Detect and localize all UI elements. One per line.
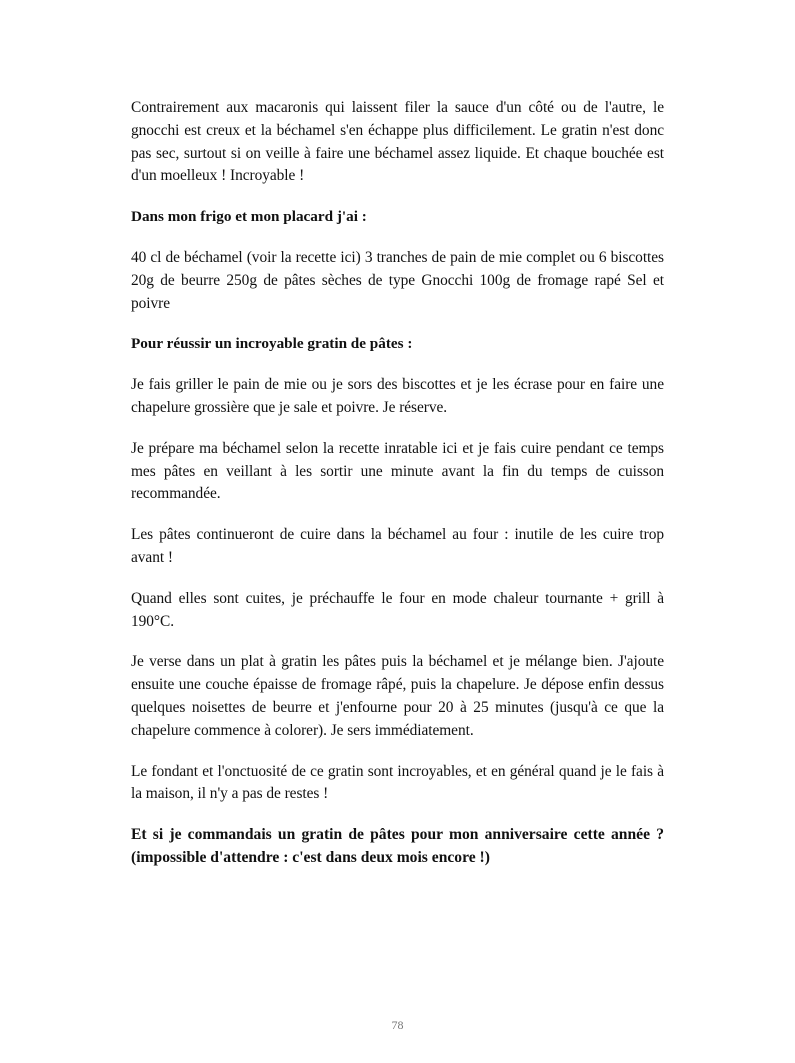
ingredients-heading: Dans mon frigo et mon placard j'ai : [131,208,367,226]
page-number: 78 [391,1018,404,1032]
step-4-paragraph: Quand elles sont cuites, je préchauffe le four en mode chaleur tournante + grill à 190°C. [131,589,664,630]
step-5-paragraph: Je verse dans un plat à gratin les pâtes puis la béchamel et je mélange bien. J'ajoute ensuite une couche épaisse de fromage râpé, puis la chapelure. Je dépose enfin dessus quelques noisettes de beurre et j'enfourne pour 20 à 25 minutes (jusqu'à ce que la chapelure commence à colorer). Je sers immédiatement. [131,653,664,739]
step-1-paragraph: Je fais griller le pain de mie ou je sors des biscottes et je les écrase pour en faire une chapelure grossière que je sale et poivre. Je réserve. [131,376,664,416]
method-heading: Pour réussir un incroyable gratin de pâtes : [131,335,413,353]
page-content [131,97,664,888]
conclusion-paragraph: Le fondant et l'onctuosité de ce gratin sont incroyables, et en général quand je le fais à la maison, il n'y a pas de restes ! [131,762,664,803]
closing-heading: Et si je commandais un gratin de pâtes pour mon anniversaire cette année ? (impossible d'attendre : c'est dans deux mois encore !) [131,826,664,866]
step-2-paragraph: Je prépare ma béchamel selon la recette inratable ici et je fais cuire pendant ce temps mes pâtes en veillant à les sortir une minute avant la fin du temps de cuisson recommandée. [131,439,664,503]
step-3-paragraph: Les pâtes continueront de cuire dans la béchamel au four : inutile de les cuire trop avant ! [131,526,664,566]
ingredients-paragraph: 40 cl de béchamel (voir la recette ici) 3 tranches de pain de mie complet ou 6 biscottes 20g de beurre 250g de pâtes sèches de type Gnocchi 100g de fromage rapé Sel et poivre [131,248,664,312]
intro-paragraph: Contrairement aux macaronis qui laissent filer la sauce d'un côté ou de l'autre, le gnocchi est creux et la béchamel s'en échappe plus difficilement. Le gratin n'est donc pas sec, surtout si on veille à faire une béchamel assez liquide. Et chaque bouchée est d'un moelleux ! Incroyable ! [131,99,664,185]
